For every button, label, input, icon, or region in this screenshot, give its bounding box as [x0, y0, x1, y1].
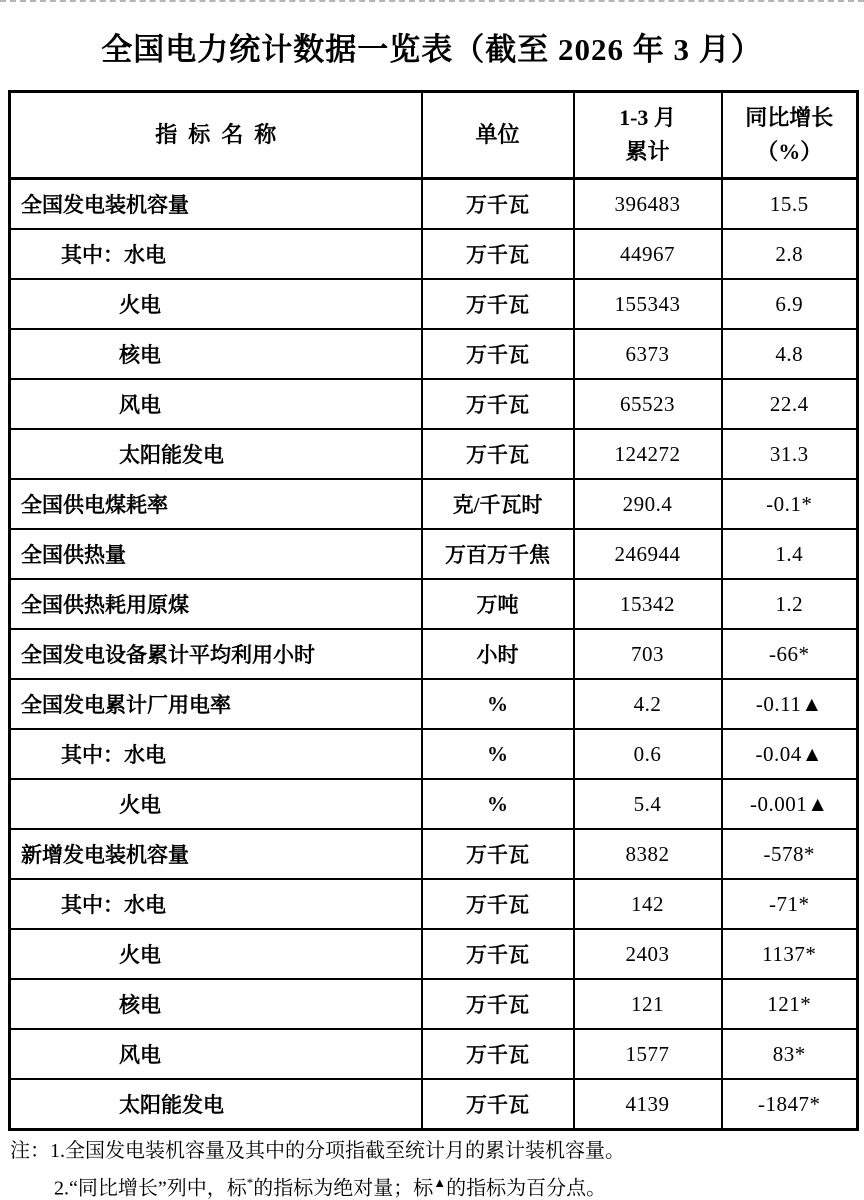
indicator-name-cell: 风电 [10, 1029, 422, 1079]
cumulative-value-cell: 4139 [574, 1079, 722, 1130]
indicator-name-cell: 全国发电设备累计平均利用小时 [10, 629, 422, 679]
unit-cell: 万千瓦 [422, 279, 574, 329]
cumulative-value-cell: 0.6 [574, 729, 722, 779]
unit-cell: 万吨 [422, 579, 574, 629]
unit-cell: 万千瓦 [422, 379, 574, 429]
yoy-growth-cell: 22.4 [722, 379, 858, 429]
cumulative-value-cell: 124272 [574, 429, 722, 479]
yoy-growth-cell: -71* [722, 879, 858, 929]
yoy-growth-cell: 4.8 [722, 329, 858, 379]
yoy-growth-cell: -0.04▲ [722, 729, 858, 779]
indicator-name-cell: 全国供热量 [10, 529, 422, 579]
indicator-name-cell: 核电 [10, 329, 422, 379]
cumulative-value-cell: 246944 [574, 529, 722, 579]
indicator-name-cell: 其中：水电 [10, 729, 422, 779]
indicator-name-cell: 全国发电累计厂用电率 [10, 679, 422, 729]
table-row [10, 779, 858, 829]
cumulative-value-cell: 703 [574, 629, 722, 679]
footnote-2-text: 2.“同比增长”列中，标 [54, 1177, 247, 1200]
indicator-name-cell: 其中：水电 [10, 879, 422, 929]
cumulative-value-cell: 4.2 [574, 679, 722, 729]
cumulative-value-cell: 290.4 [574, 479, 722, 529]
indicator-name-cell: 全国供热耗用原煤 [10, 579, 422, 629]
indicator-name-cell: 火电 [10, 779, 422, 829]
cumulative-value-cell: 155343 [574, 279, 722, 329]
cumulative-value-cell: 142 [574, 879, 722, 929]
unit-cell: % [422, 729, 574, 779]
table-row [10, 729, 858, 779]
header-row [10, 92, 858, 179]
triangle-marker: ▲ [433, 1175, 447, 1190]
yoy-growth-cell: 31.3 [722, 429, 858, 479]
cumulative-value-cell: 65523 [574, 379, 722, 429]
unit-cell: 小时 [422, 629, 574, 679]
unit-cell: 万千瓦 [422, 829, 574, 879]
yoy-growth-cell: 2.8 [722, 229, 858, 279]
table-row [10, 679, 858, 729]
cumulative-value-cell: 15342 [574, 579, 722, 629]
cumulative-value-cell: 6373 [574, 329, 722, 379]
table-row [10, 229, 858, 279]
yoy-growth-cell: 1.2 [722, 579, 858, 629]
footnote-2 [10, 1167, 864, 1200]
col-header-indicator-name: 指 标 名 称 [10, 92, 422, 179]
indicator-name-cell: 其中：水电 [10, 229, 422, 279]
col-header-yoy-growth [722, 92, 858, 179]
table-row [10, 979, 858, 1029]
table-row [10, 1029, 858, 1079]
table-row [10, 879, 858, 929]
footnotes [10, 1135, 864, 1200]
table-body [10, 179, 858, 1130]
col-header-unit: 单位 [422, 92, 574, 179]
table-row [10, 479, 858, 529]
table-row [10, 629, 858, 679]
indicator-name-cell: 全国发电装机容量 [10, 179, 422, 230]
table-row [10, 929, 858, 979]
unit-cell: 万千瓦 [422, 1079, 574, 1130]
cumulative-value-cell: 121 [574, 979, 722, 1029]
col-header-yoy-line2: （%） [756, 139, 823, 164]
table-row [10, 529, 858, 579]
footnote-2-text: 的指标为百分点。 [446, 1177, 607, 1200]
cumulative-value-cell: 2403 [574, 929, 722, 979]
footnote-1: 注：1.全国发电装机容量及其中的分项指截至统计月的累计装机容量。 [10, 1140, 625, 1162]
unit-cell: 万千瓦 [422, 929, 574, 979]
indicator-name-cell: 风电 [10, 379, 422, 429]
cumulative-value-cell: 1577 [574, 1029, 722, 1079]
indicator-name-cell: 核电 [10, 979, 422, 1029]
unit-cell: 万千瓦 [422, 329, 574, 379]
unit-cell: 克/千瓦时 [422, 479, 574, 529]
table-row [10, 1079, 858, 1130]
table-row [10, 329, 858, 379]
unit-cell: 万千瓦 [422, 229, 574, 279]
footnote-2-text: 的指标为绝对量；标 [253, 1177, 434, 1200]
indicator-name-cell: 太阳能发电 [10, 429, 422, 479]
cumulative-value-cell: 44967 [574, 229, 722, 279]
yoy-growth-cell: 1.4 [722, 529, 858, 579]
unit-cell: 万千瓦 [422, 429, 574, 479]
col-header-cumulative [574, 92, 722, 179]
cumulative-value-cell: 5.4 [574, 779, 722, 829]
cumulative-value-cell: 396483 [574, 179, 722, 230]
indicator-name-cell: 全国供电煤耗率 [10, 479, 422, 529]
col-header-cumulative-line1: 1-3 月 [619, 104, 676, 130]
yoy-growth-cell: -66* [722, 629, 858, 679]
yoy-growth-cell: 15.5 [722, 179, 858, 230]
cumulative-value-cell: 8382 [574, 829, 722, 879]
table-row [10, 179, 858, 230]
unit-cell: 万千瓦 [422, 179, 574, 230]
indicator-name-cell: 火电 [10, 929, 422, 979]
table-row [10, 429, 858, 479]
table-row [10, 579, 858, 629]
unit-cell: % [422, 679, 574, 729]
indicator-name-cell: 太阳能发电 [10, 1079, 422, 1130]
yoy-growth-cell: -0.1* [722, 479, 858, 529]
unit-cell: 万千瓦 [422, 979, 574, 1029]
yoy-growth-cell: -578* [722, 829, 858, 879]
yoy-growth-cell: 121* [722, 979, 858, 1029]
yoy-growth-cell: -1847* [722, 1079, 858, 1130]
table-row [10, 379, 858, 429]
unit-cell: 万千瓦 [422, 879, 574, 929]
col-header-cumulative-line2: 累计 [625, 139, 670, 164]
yoy-growth-cell: 6.9 [722, 279, 858, 329]
indicator-name-cell: 新增发电装机容量 [10, 829, 422, 879]
table-row [10, 829, 858, 879]
yoy-growth-cell: -0.11▲ [722, 679, 858, 729]
page-title: 全国电力统计数据一览表（截至 2026 年 3 月） [101, 31, 763, 67]
col-header-yoy-line1: 同比增长 [745, 104, 834, 130]
asterisk-marker: * [246, 1175, 254, 1190]
unit-cell: % [422, 779, 574, 829]
table-row [10, 279, 858, 329]
yoy-growth-cell: -0.001▲ [722, 779, 858, 829]
unit-cell: 万百万千焦 [422, 529, 574, 579]
power-statistics-table [8, 90, 859, 1131]
indicator-name-cell: 火电 [10, 279, 422, 329]
yoy-growth-cell: 83* [722, 1029, 858, 1079]
yoy-growth-cell: 1137* [722, 929, 858, 979]
unit-cell: 万千瓦 [422, 1029, 574, 1079]
